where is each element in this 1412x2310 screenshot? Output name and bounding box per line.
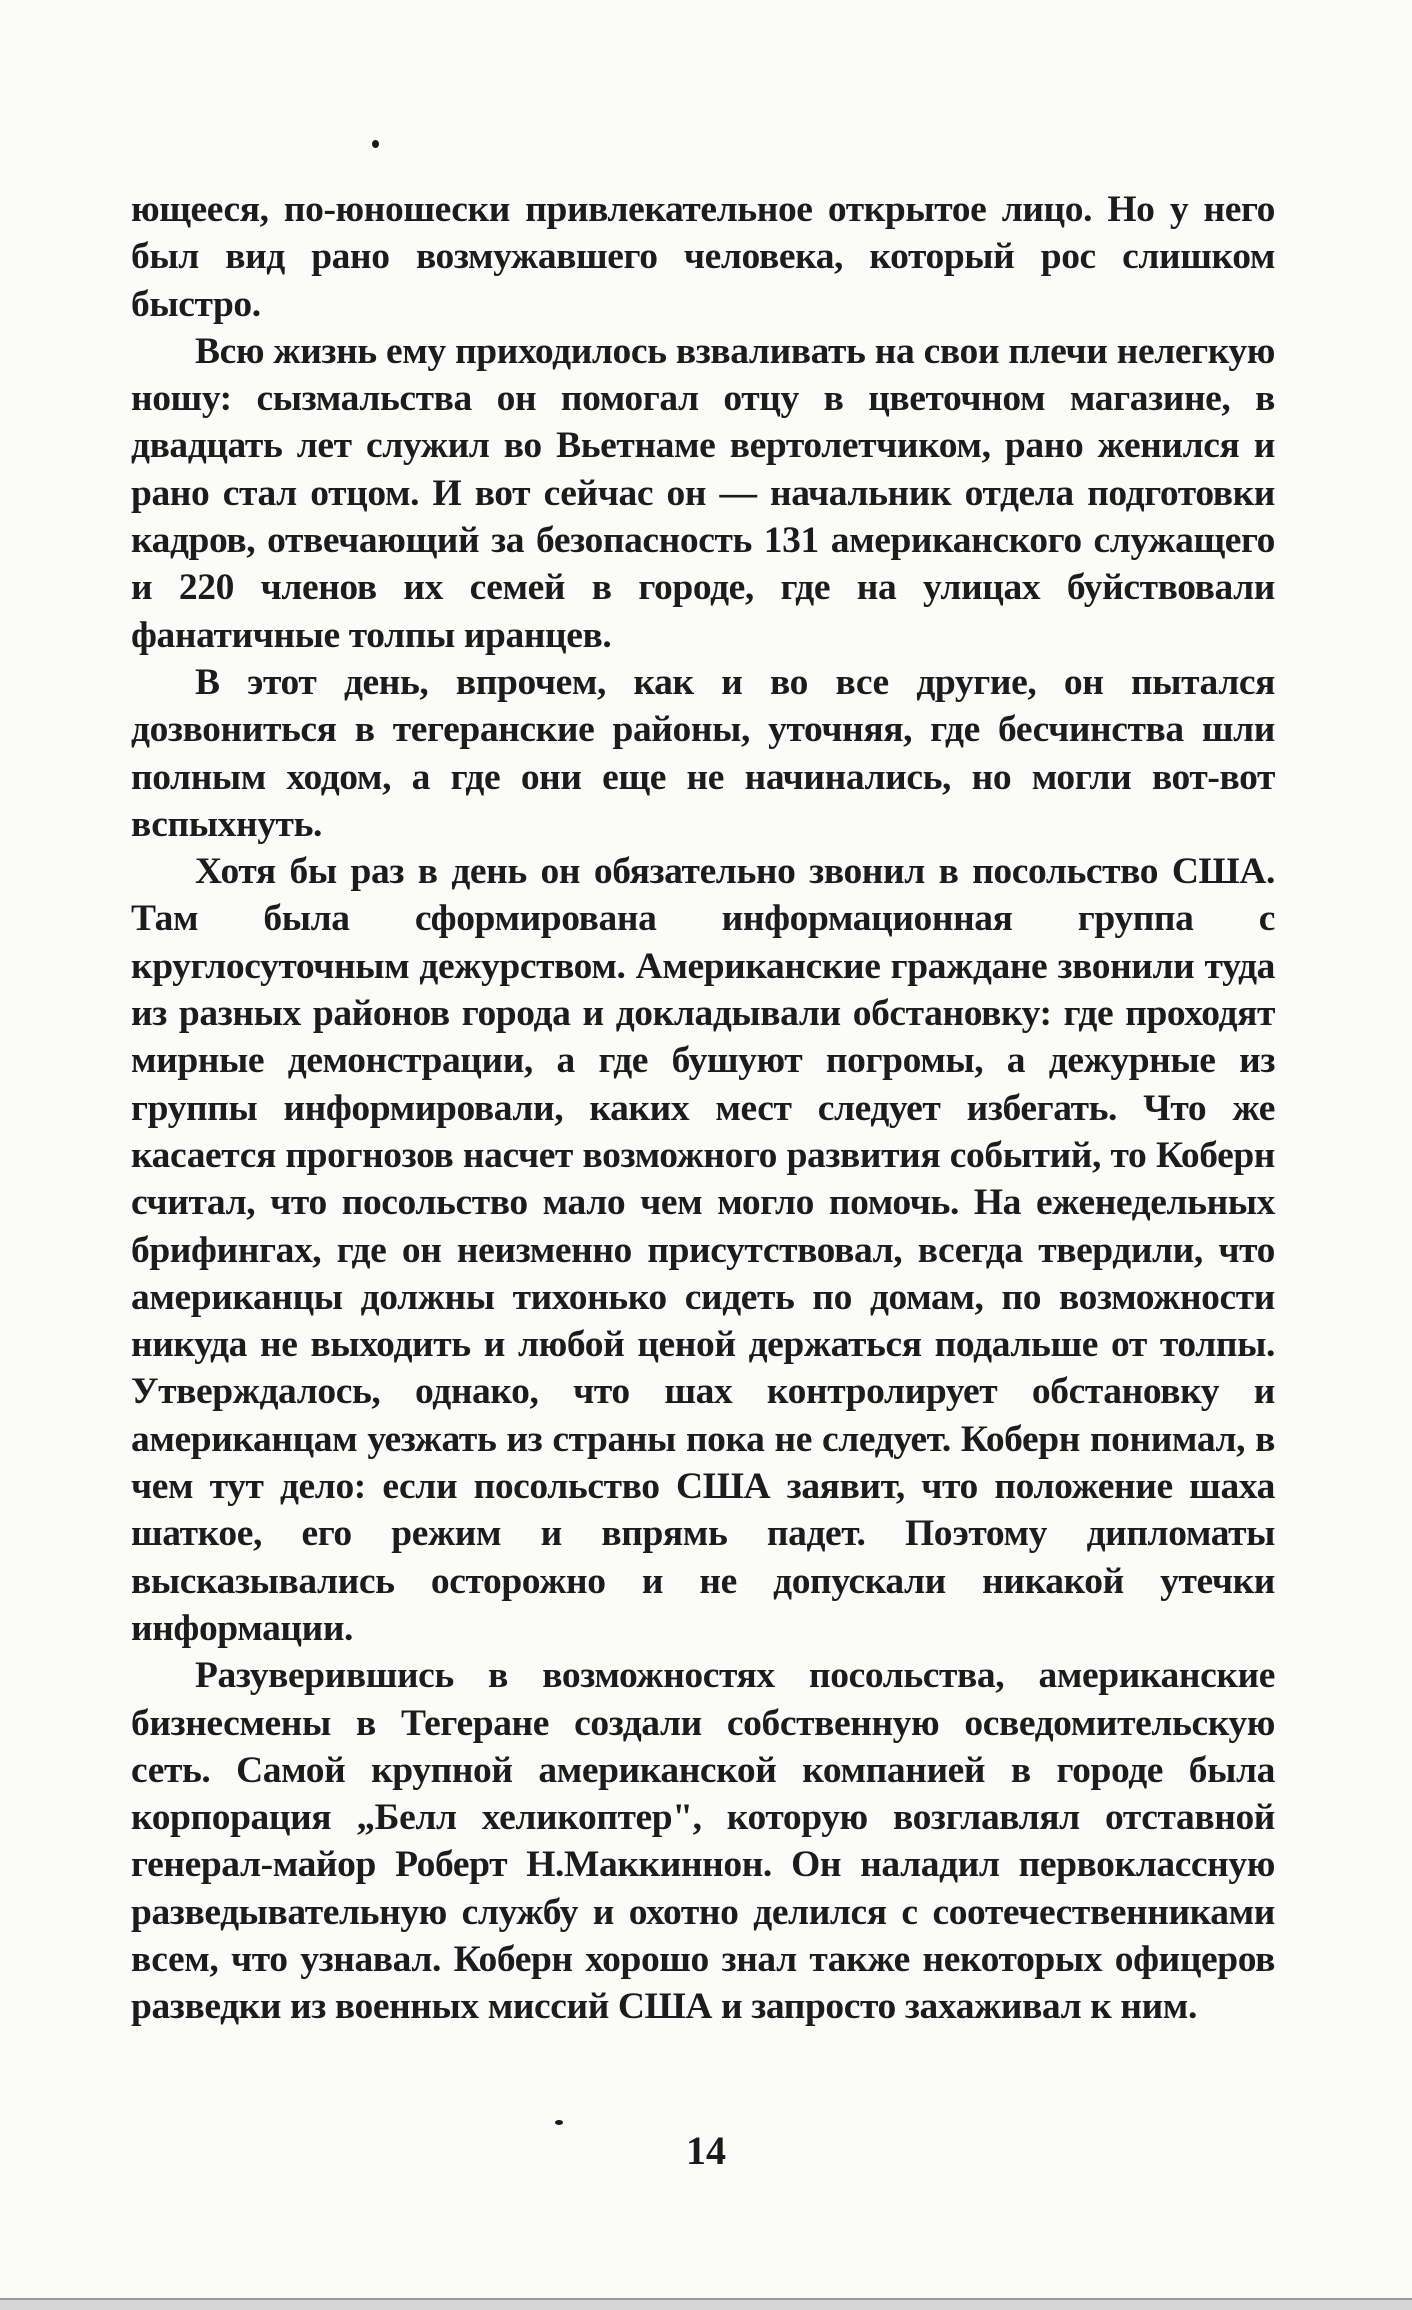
ink-speck xyxy=(372,140,379,148)
paragraph: В этот день, впрочем, как и во все другие, он пытался дозвониться в тегеранские районы, уточняя, где бесчинства шли полным ходом, а где они еще не начинались, но могли вот-вот вспыхнуть. xyxy=(131,661,1275,845)
ink-speck xyxy=(555,2120,563,2125)
paragraph: Хотя бы раз в день он обязательно звонил в посольство США. Там была сформирована информационная группа с круглосуточным дежурством. Американские граждане звонили туда из разных районов города и докладывали обстановку: где проходят мирные демонстрации, а где бушуют погромы, а дежурные из группы информировали, каких мест следует избегать. Что же касается прогнозов насчет возможного развития событий, то Коберн считал, что посольство мало чем могло помочь. На еженедельных брифингах, где он неизменно присутствовал, всегда твердили, что американцы должны тихонько сидеть по домам, по возможности никуда не выходить и любой ценой держаться подальше от толпы. Утверждалось, однако, что шах контролирует обстановку и американцам уезжать из страны пока не следует. Коберн понимал, в чем тут дело: если посольство США заявит, что положение шаха шаткое, его режим и впрямь падет. Поэтому дипломаты высказывались осторожно и не допускали никакой утечки информации. xyxy=(131,851,1275,1649)
paragraph: Всю жизнь ему приходилось взваливать на свои плечи нелегкую ношу: сызмальства он помогал отцу в цветочном магазине, в двадцать лет служил во Вьетнаме вертолетчиком, рано женился и рано стал отцом. И вот сейчас он — начальник отдела подготовки кадров, отвечающий за безопасность 131 американского служащего и 220 членов их семей в городе, где на улицах буйствовали фанатичные толпы иранцев. xyxy=(131,330,1275,656)
paragraph: ющееся, по-юношески привлекательное открытое лицо. Но у него был вид рано возмужавшего человека, который рос слишком быстро. xyxy=(131,189,1275,325)
paragraph: Разуверившись в возможностях посольства, американские бизнесмены в Тегеране создали собственную осведомительскую сеть. Самой крупной американской компанией в городе была корпорация „Белл хеликоптер", которую возглавлял отставной генерал-майор Роберт Н.Маккиннон. Он наладил первоклассную разведывательную службу и охотно делился с соотечественниками всем, что узнавал. Коберн хорошо знал также некоторых офицеров разведки из военных миссий США и запросто захаживал к ним. xyxy=(131,1655,1275,2028)
body-text xyxy=(131,186,1275,2031)
page-edge xyxy=(0,2298,1412,2310)
page-number: 14 xyxy=(686,2128,726,2173)
